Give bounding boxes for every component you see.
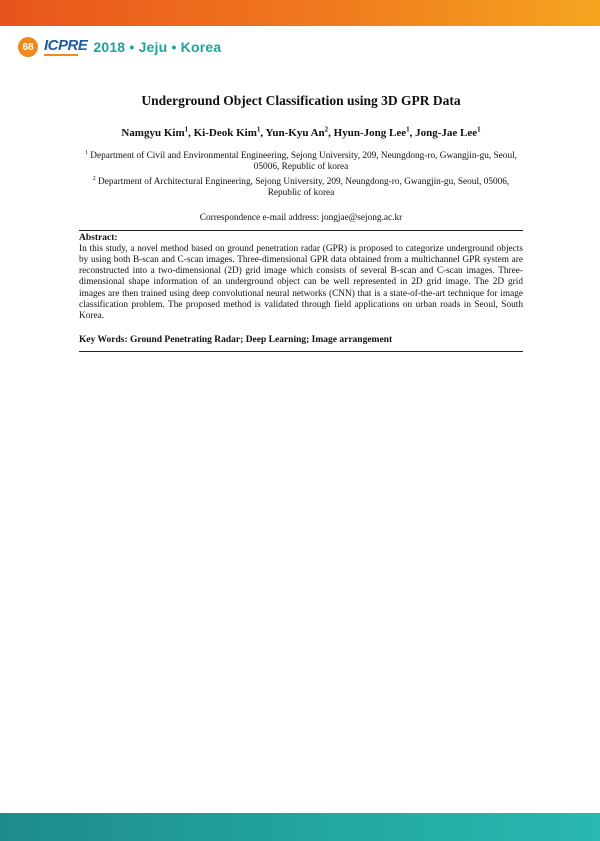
author-list: [79, 122, 523, 140]
author: Hyun-Jong Lee$^1$,: [333, 125, 416, 139]
conference-header: [18, 36, 221, 58]
affiliation-2: $^2$ Department of Architectural Engineering, Sejong University, 209, Neungdong-ro, Gwangjin-gu, Seoul, 05006, Republic of korea: [92, 175, 510, 199]
conference-event-label: 2018 • Jeju • Korea: [93, 39, 222, 55]
page-number-badge: 68: [18, 37, 38, 57]
author: Yun-Kyu An$^2$,: [265, 125, 334, 139]
paper-content: [79, 92, 523, 352]
author: Namgyu Kim$^1$,: [121, 125, 194, 139]
paper-title: Underground Object Classification using 3D GPR Data: [141, 93, 461, 108]
abstract-bottom-rule: [79, 351, 523, 352]
conference-logo: [44, 36, 87, 58]
bottom-color-band: [0, 813, 600, 841]
correspondence-email: Correspondence e-mail address: jongjae@sejong.ac.kr: [199, 212, 403, 223]
author: Jong-Jae Lee$^1$: [415, 125, 481, 139]
keywords: Key Words: Ground Penetrating Radar; Deep Learning; Image arrangement: [79, 335, 393, 346]
abstract-heading: Abstract:: [79, 232, 118, 243]
abstract-text: In this study, a novel method based on ground penetration radar (GPR) is proposed to categorize underground objects by using both B-scan and C-scan images. Three-dimensional GPR data obtained from a multichannel GPR system are reconstructed into a two-dimensional (2D) grid image which consists of several B-scan and C-scan images. Three-dimensional shape information of an underground object can be well represented in 2D grid image. The 2D grid images are then trained using deep convolutional neural networks (CNN) that is a state-of-the-art technique for image classification problem. The proposed method is validated through field applications on urban roads in Seoul, South Korea.: [79, 243, 523, 322]
author: Ki-Deok Kim$^1$,: [193, 125, 266, 139]
logo-text: ICPRE: [44, 37, 88, 54]
abstract-top-rule: [79, 230, 523, 231]
affiliation-1: $^1$ Department of Civil and Environmental Engineering, Sejong University, 209, Neungdong-ro, Gwangjin-gu, Seoul, 05006, Republic of korea: [84, 149, 518, 173]
top-color-band: [0, 0, 600, 26]
logo-underline: [44, 54, 78, 56]
